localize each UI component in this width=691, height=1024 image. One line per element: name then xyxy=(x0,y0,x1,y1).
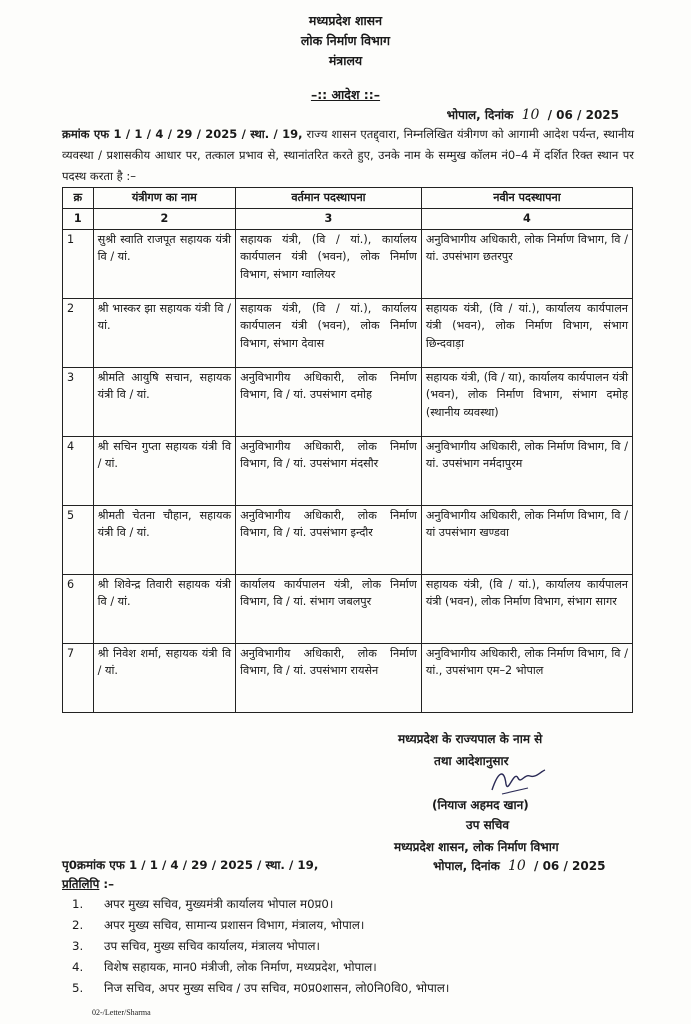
current-posting-cell: कार्यालय कार्यपालन यंत्री, लोक निर्माण विभाग, वि / यां. संभाग जबलपुर xyxy=(236,574,422,643)
order-title: –:: आदेश ::– xyxy=(310,87,381,102)
signature-authority-line1: मध्यप्रदेश के राज्यपाल के नाम से xyxy=(398,732,543,746)
new-posting-cell: अनुविभागीय अधिकारी, लोक निर्माण विभाग, वि / यां. उपसंभाग छतरपुर xyxy=(421,229,632,298)
table-row xyxy=(63,298,633,367)
serial-cell: 4 xyxy=(63,436,94,505)
engineer-name-cell: श्रीमति आयुषि सचान, सहायक यंत्री वि / यां. xyxy=(93,367,235,436)
serial-cell: 1 xyxy=(63,229,94,298)
list-item: 1. अपर मुख्य सचिव, मुख्यमंत्री कार्यालय भोपाल म0प्र0। xyxy=(72,897,334,911)
header-ministry: मंत्रालय xyxy=(328,53,363,68)
signature-date-rest: / 06 / 2025 xyxy=(534,859,606,873)
list-item: 2. अपर मुख्य सचिव, सामान्य प्रशासन विभाग, मंत्रालय, भोपाल। xyxy=(72,918,365,932)
table-row xyxy=(63,505,633,574)
serial-cell: 7 xyxy=(63,643,94,712)
new-posting-cell: अनुविभागीय अधिकारी, लोक निर्माण विभाग, वि / यां उपसंभाग खण्डवा xyxy=(421,505,632,574)
header-engineer-name: यंत्रीगण का नाम xyxy=(93,188,235,209)
order-date xyxy=(447,106,619,123)
current-posting-cell: सहायक यंत्री, (वि / यां.), कार्यालय कार्यपालन यंत्री (भवन), लोक निर्माण विभाग, संभाग देवास xyxy=(236,298,422,367)
engineer-name-cell: श्री भास्कर झा सहायक यंत्री वि / यां. xyxy=(93,298,235,367)
header-department: लोक निर्माण विभाग xyxy=(300,33,391,48)
new-posting-cell: अनुविभागीय अधिकारी, लोक निर्माण विभाग, वि / यां., उपसंभाग एम–2 भोपाल xyxy=(421,643,632,712)
serial-cell: 5 xyxy=(63,505,94,574)
engineer-name-cell: सुश्री स्वाति राजपूत सहायक यंत्री वि / यां. xyxy=(93,229,235,298)
serial-cell: 3 xyxy=(63,367,94,436)
list-item: 4. विशेष सहायक, मान0 मंत्रीजी, लोक निर्माण, मध्यप्रदेश, भोपाल। xyxy=(72,960,377,974)
footer-reference: 02-/Letter/Sharma xyxy=(92,1008,151,1017)
table-row xyxy=(63,574,633,643)
list-item: 3. उप सचिव, मुख्य सचिव कार्यालय, मंत्रालय भोपाल। xyxy=(72,939,321,953)
header-new-posting: नवीन पदस्थापना xyxy=(421,188,632,209)
endorsement-number: पृ0क्रमांक एफ 1 / 1 / 4 / 29 / 2025 / स्था. / 19, xyxy=(62,858,319,872)
current-posting-cell: अनुविभागीय अधिकारी, लोक निर्माण विभाग, वि / यां. उपसंभाग मंदसौर xyxy=(236,436,422,505)
order-intro-text: राज्य शासन एतद्द्वारा, निम्नलिखित यंत्रीगण को आगामी आदेश पर्यन्त, स्थानीय व्यवस्था / प्रशासकीय आधार पर, तत्काल प्रभाव से, स्थानांतरित करते हुए, उनके नाम के सम्मुख कॉलम नं0–4 में दर्शित रिक्त स्थान पर पदस्थ करता है :– xyxy=(62,127,635,183)
copy-heading: प्रतिलिपि :– xyxy=(62,877,115,891)
header-serial: क्र xyxy=(63,188,94,209)
current-posting-cell: अनुविभागीय अधिकारी, लोक निर्माण विभाग, वि / यां. उपसंभाग रायसेन xyxy=(236,643,422,712)
table-row xyxy=(63,367,633,436)
current-posting-cell: सहायक यंत्री, (वि / यां.), कार्यालय कार्यपालन यंत्री (भवन), लोक निर्माण विभाग, संभाग ग्वालियर xyxy=(236,229,422,298)
header-government: मध्यप्रदेश शासन xyxy=(308,13,383,28)
column-number: 1 xyxy=(63,209,94,230)
column-number: 2 xyxy=(93,209,235,230)
column-number: 4 xyxy=(421,209,632,230)
signature-date xyxy=(433,857,605,874)
order-reference-number: क्रमांक एफ 1 / 1 / 4 / 29 / 2025 / स्था. / 19, xyxy=(62,127,303,141)
current-posting-cell: अनुविभागीय अधिकारी, लोक निर्माण विभाग, वि / यां. उपसंभाग इन्दौर xyxy=(236,505,422,574)
current-posting-cell: अनुविभागीय अधिकारी, लोक निर्माण विभाग, वि / यां. उपसंभाग दमोह xyxy=(236,367,422,436)
engineer-name-cell: श्री सचिन गुप्ता सहायक यंत्री वि / यां. xyxy=(93,436,235,505)
new-posting-cell: अनुविभागीय अधिकारी, लोक निर्माण विभाग, वि / यां. उपसंभाग नर्मदापुरम xyxy=(421,436,632,505)
table-row xyxy=(63,436,633,505)
table-header-row xyxy=(63,188,633,209)
column-number: 3 xyxy=(236,209,422,230)
new-posting-cell: सहायक यंत्री, (वि / यां.), कार्यालय कार्यपालन यंत्री (भवन), लोक निर्माण विभाग, संभाग छिन्दवाड़ा xyxy=(421,298,632,367)
new-posting-cell: सहायक यंत्री, (वि / या), कार्यालय कार्यपालन यंत्री (भवन), लोक निर्माण विभाग, संभाग दमोह (स्थानीय व्यवस्था) xyxy=(421,367,632,436)
new-posting-cell: सहायक यंत्री, (वि / यां.), कार्यालय कार्यपालन यंत्री (भवन), लोक निर्माण विभाग, संभाग सागर xyxy=(421,574,632,643)
engineer-name-cell: श्री शिवेन्द्र तिवारी सहायक यंत्री वि / यां. xyxy=(93,574,235,643)
transfer-table xyxy=(62,187,633,713)
copy-list xyxy=(62,894,449,999)
date-prefix: भोपाल, दिनांक xyxy=(446,108,514,122)
list-item: 5. निज सचिव, अपर मुख्य सचिव / उप सचिव, म0प्र0शासन, लो0नि0वि0, भोपाल। xyxy=(72,981,450,995)
order-intro xyxy=(62,124,634,187)
table-row xyxy=(63,643,633,712)
signatory-department: मध्यप्रदेश शासन, लोक निर्माण विभाग xyxy=(394,840,559,854)
serial-cell: 6 xyxy=(63,574,94,643)
serial-cell: 2 xyxy=(63,298,94,367)
signatory-name: (नियाज अहमद खान) xyxy=(432,798,529,812)
handwritten-signature xyxy=(488,764,548,798)
date-rest: / 06 / 2025 xyxy=(547,108,619,122)
signature-date-prefix: भोपाल, दिनांक xyxy=(433,859,500,873)
table-row xyxy=(63,229,633,298)
header-current-posting: वर्तमान पदस्थापना xyxy=(236,188,422,209)
engineer-name-cell: श्रीमती चेतना चौहान, सहायक यंत्री वि / यां. xyxy=(93,505,235,574)
signature-authority-line2: तथा आदेशानुसार xyxy=(434,754,509,768)
signatory-designation: उप सचिव xyxy=(466,818,510,832)
table-column-number-row xyxy=(63,209,633,230)
signature-date-day-handwritten: 10 xyxy=(508,858,526,874)
date-day-handwritten: 10 xyxy=(521,107,540,123)
engineer-name-cell: श्री निवेश शर्मा, सहायक यंत्री वि / यां. xyxy=(93,643,235,712)
